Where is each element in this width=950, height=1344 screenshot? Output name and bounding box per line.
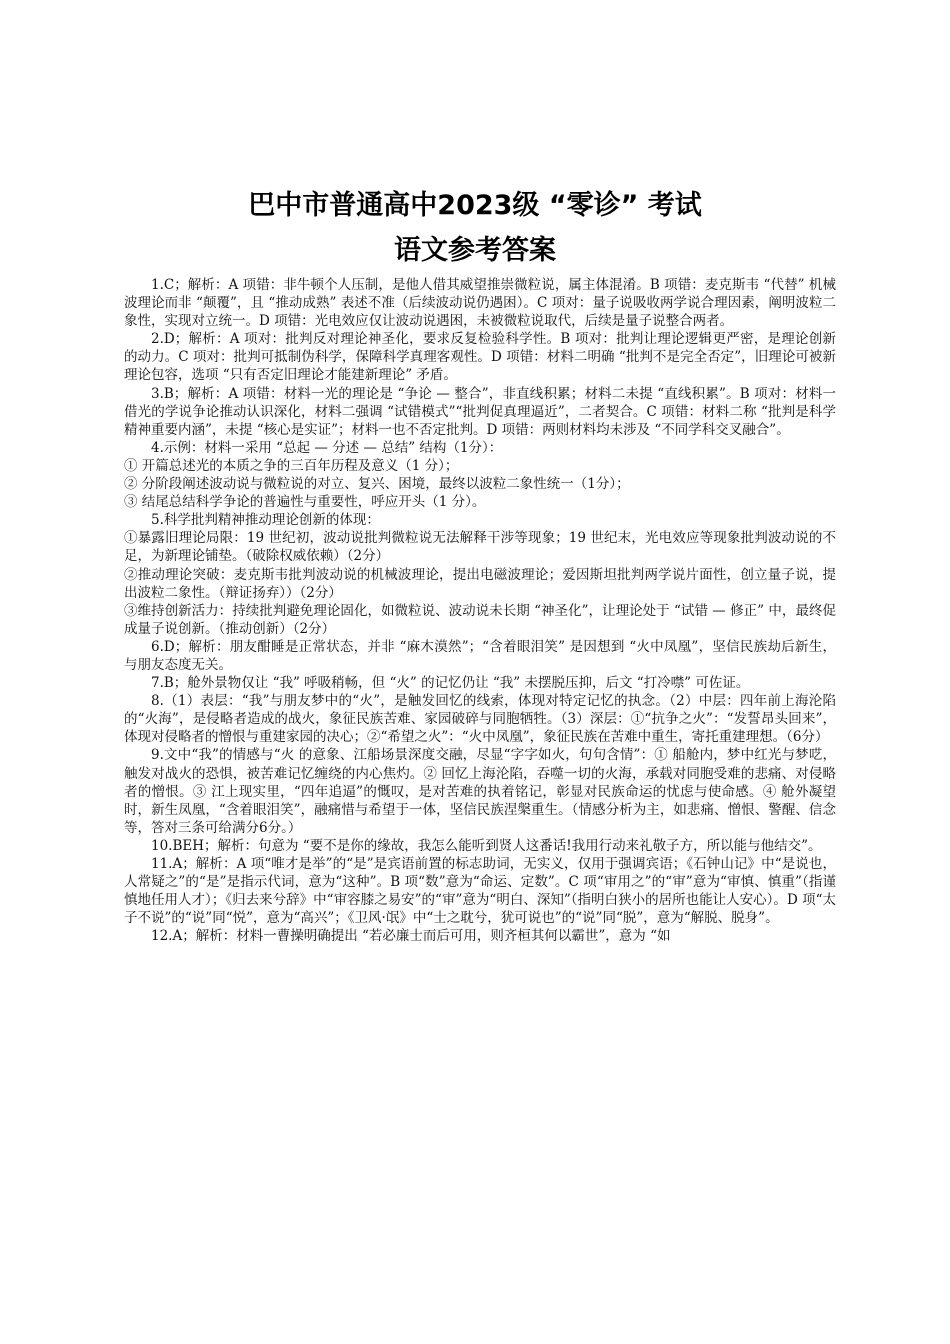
answer-8: 8.（1）表层：“我”与朋友梦中的“火”，是触发回忆的线索，体现对特定记忆的执念。（2）中层：四年前上海沦陷的“火海”，是侵略者造成的战火，象征民族苦难、家园破碎与同胞牺牲。（3）深层：①“抗争之火”：“发誓昂头回来”，体现对侵略者的憎恨与重建家园的决心；②“希望之火”：“火中凤凰”，象征民族在苦难中重生，寄托重建理想。（6分）: [124, 693, 836, 746]
answer-4: 4.示例：材料一采用 “总起 — 分述 — 总结” 结构（1分）：: [151, 439, 503, 456]
page-title: 巴中市普通高中2023级 “零诊” 考试: [248, 190, 702, 221]
answer-9: 9.文中“我”的情感与“火 的意象、江船场景深度交融，尽显“字字如火，句句含情”：① 船舱内，梦中红光与梦呓，触发对战火的恐惧，被苦难记忆缠绕的内心焦灼。② 回忆上海沦陷，吞噬一切的火海，承载对同胞受难的悲痛、对侵略者的憎恨。③ 江上现实里，“四年追逼”的慨叹，是对苦难的执着铭记，彰显对民族命运的忧虑与使命感。④ 舱外凝望时，新生凤凰，“含着眼泪笑”，融痛惜与希望于一体，坚信民族涅槃重生。（情感分析为主，如悲痛、憎恨、警醒、信念等，答对三条可给满分6分。）: [124, 747, 836, 836]
page-subtitle: 语文参考答案: [394, 235, 556, 266]
answer-4-point-1: ① 开篇总述光的本质之争的三百年历程及意义（1 分）；: [124, 457, 459, 474]
answer-5: 5.科学批判精神推动理论创新的体现：: [151, 512, 380, 529]
answer-10: 10.BEH；解析：句意为 “要不是你的缘故，我怎么能听到贤人这番话!我用行动来礼敬子方，所以能与他结交”。: [151, 837, 822, 854]
answer-4-point-2: ② 分阶段阐述波动说与微粒说的对立、复兴、困境，最终以波粒二象性统一（1分）；: [124, 476, 630, 493]
answer-7: 7.B；舱外景物仅让 “我” 呼吸稍畅，但 “火” 的记忆仍让 “我” 未摆脱压抑，后文 “打冷噤” 可佐证。: [151, 675, 750, 692]
answer-4-point-3: ③ 结尾总结科学争论的普遍性与重要性，呼应开头（1 分）。: [124, 494, 486, 511]
answer-list: [124, 276, 836, 945]
answer-6: 6.D；解析：朋友酣睡是正常状态，并非 “麻木漠然”；“含着眼泪笑” 是因想到 “火中凤凰”，坚信民族劫后新生，与朋友态度无关。: [124, 638, 836, 673]
answer-3: 3.B；解析：A 项错：材料一光的理论是 “争论 — 整合”，非直线积累；材料二未提 “直线积累”。B 项对：材料一借光的学说争论推动认识深化，材料二强调 “试错模式”“批判促真理逼近”，二者契合。C 项错：材料二称 “批判是科学精神重要内涵”，未提 “核心是实证”；材料一也不否定批判。D 项错：两则材料均未涉及 “不同学科交叉融合”。: [124, 385, 836, 438]
answer-5-point-3: ③维持创新活力：持续批判避免理论固化，如微粒说、波动说未长期 “神圣化”，让理论处于 “试错 — 修正” 中，最终促成量子说创新。（推动创新）（2分）: [124, 602, 836, 637]
answer-2: 2.D；解析：A 项对：批判反对理论神圣化，要求反复检验科学性。B 项对：批判让理论逻辑更严密，是理论创新的动力。C 项对：批判可抵制伪科学，保障科学真理客观性。D 项错：材料二明确 “批判不是完全否定”，旧理论可被新理论包容，选项 “只有否定旧理论才能建新理论” 矛盾。: [124, 331, 836, 384]
answer-5-point-1: ①暴露旧理论局限：19 世纪初，波动说批判微粒说无法解释干涉等现象；19 世纪末，光电效应等现象批判波动说的不足，为新理论铺垫。（破除权威依赖）（2分）: [124, 530, 836, 565]
answer-5-point-2: ②推动理论突破：麦克斯韦批判波动说的机械波理论，提出电磁波理论；爱因斯坦批判两学说片面性，创立量子说，提出波粒二象性。（辩证扬弃））（2分）: [124, 566, 836, 601]
answer-1: 1.C；解析：A 项错：非牛顿个人压制，是他人借其威望推崇微粒说，属主体混淆。B 项错：麦克斯韦 “代替” 机械波理论而非 “颠覆”，且 “推动成熟” 表述不准（后续波动说仍遇困）。C 项对：量子说吸收两学说合理因素，阐明波粒二象性，实现对立统一。D 项错：光电效应仅让波动说遇困，未被微粒说取代，后续是量子说整合两者。: [124, 277, 836, 330]
answer-12: 12.A；解析：材料一曹操明确提出 “若必廉士而后可用，则齐桓其何以霸世”，意为 “如: [151, 928, 671, 945]
answer-11: 11.A；解析：A 项“唯才是举”的“是”是宾语前置的标志助词，无实义，仅用于强调宾语；《石钟山记》中“是说也，人常疑之”的“是”是指示代词，意为“这种”。B 项“数”意为“命运、定数”。C 项“审用之”的“审”意为“审慎、慎重”（指谨慎地任用人才）；《归去来兮辞》中“审容膝之易安”的“审”意为“明白、深知”（指明白狭小的居所也能让人安心）。D 项“太子不说”的“说”同“悦”，意为“高兴”；《卫风·氓》中“士之耽兮，犹可说也”的“说”同“脱”，意为“解脱、脱身”。: [124, 856, 836, 927]
